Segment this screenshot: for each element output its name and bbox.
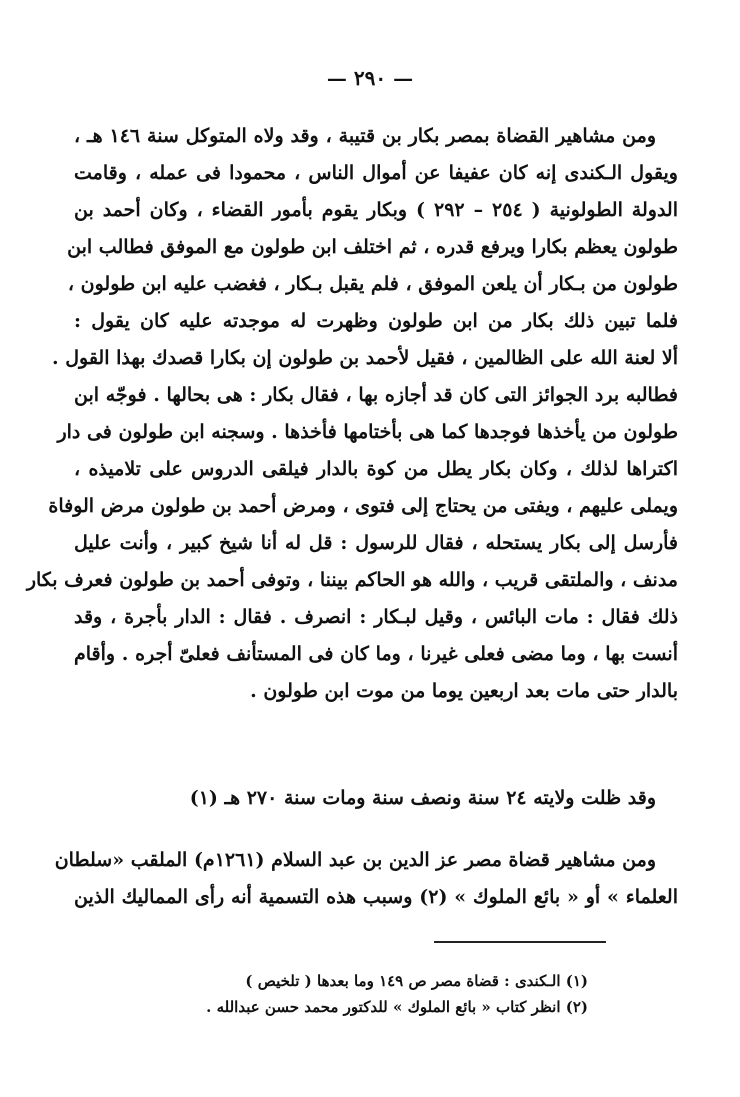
text-line: ومن مشاهير قضاة مصر عز الدين بن عبد السلام (١٢٦١م) الملقب «سلطان [54, 849, 656, 871]
paragraph-bakkar [26, 118, 678, 710]
footnote-1: (١) الـكندى : قضاة مصر ص ١٤٩ وما بعدها ( تلخيص ) [245, 972, 588, 990]
page-number: — ٢٩٠ — [326, 66, 414, 90]
text-line: العلماء » أو « بائع الملوك » (٢) وسبب هذه التسمية أنه رأى المماليك الذين [74, 886, 678, 908]
text-line: ويقول الـكندى إنه كان عفيفا عن أموال الناس ، محمودا فى عمله ، وقامت [74, 162, 678, 184]
text-line: طولون من بـكار أن يلعن الموفق ، فلم يقبل بـكار ، فغضب عليه ابن طولون ، [67, 273, 678, 295]
footnotes [128, 968, 588, 1020]
footnote-2: (٢) انظر كتاب « بائع الملوك » للدكتور محمد حسن عبدالله . [206, 998, 588, 1016]
paragraph-tenure [74, 780, 678, 817]
text-line: مدنف ، والملتقى قريب ، والله هو الحاكم بيننا ، وتوفى أحمد بن طولون فعرف بكار [26, 569, 678, 591]
text-line: ومن مشاهير القضاة بمصر بكار بن قتيبة ، وقد ولاه المتوكل سنة ١٤٦ هـ ، [74, 125, 657, 147]
text-line: اكتراها لذلك ، وكان بكار يطل من كوة بالدار فيلقى الدروس على تلاميذه ، [74, 458, 678, 480]
text-line: طولون من يأخذها فوجدها كما هى بأختامها فأخذها . وسجنه ابن طولون فى دار [57, 421, 678, 443]
footnote-divider [434, 941, 606, 943]
paragraph-izz-aldin [54, 842, 678, 916]
text-line: فأرسل إلى بكار يستحله ، فقال للرسول : قل له أنا شيخ كبير ، وأنت عليل [74, 532, 678, 554]
text-line: فطالبه برد الجوائز التى كان قد أجازه بها ، فقال بكار : هى بحالها . فوجّه ابن [74, 384, 678, 406]
text-line: بالدار حتى مات بعد اربعين يوما من موت ابن طولون . [250, 680, 678, 702]
text-line: الدولة الطولونية ( ٢٥٤ – ٢٩٢ ) وبكار يقوم بأمور القضاء ، وكان أحمد بن [74, 199, 678, 221]
text-line: ألا لعنة الله على الظالمين ، فقيل لأحمد بن طولون إن بكارا قصدك بهذا القول . [51, 347, 678, 369]
text-line: طولون يعظم بكارا ويرفع قدره ، ثم اختلف ابن طولون مع الموفق فطالب ابن [67, 236, 678, 258]
text-line: أنست بها ، وما مضى فعلى غيرنا ، وما كان فى المستأنف فعلىّ أجره . وأقام [74, 643, 678, 665]
text-line: ذلك فقال : مات البائس ، وقيل لبـكار : انصرف . فقال : الدار بأجرة ، وقد [74, 606, 678, 628]
text-line: وقد ظلت ولايته ٢٤ سنة ونصف سنة ومات سنة ٢٧٠ هـ (١) [189, 787, 656, 809]
text-line: فلما تبين ذلك بكار من ابن طولون وظهرت له موجدته عليه كان يقول : [74, 310, 678, 332]
text-line: ويملى عليهم ، ويفتى من يحتاج إلى فتوى ، ومرض أحمد بن طولون مرض الوفاة [48, 495, 678, 517]
